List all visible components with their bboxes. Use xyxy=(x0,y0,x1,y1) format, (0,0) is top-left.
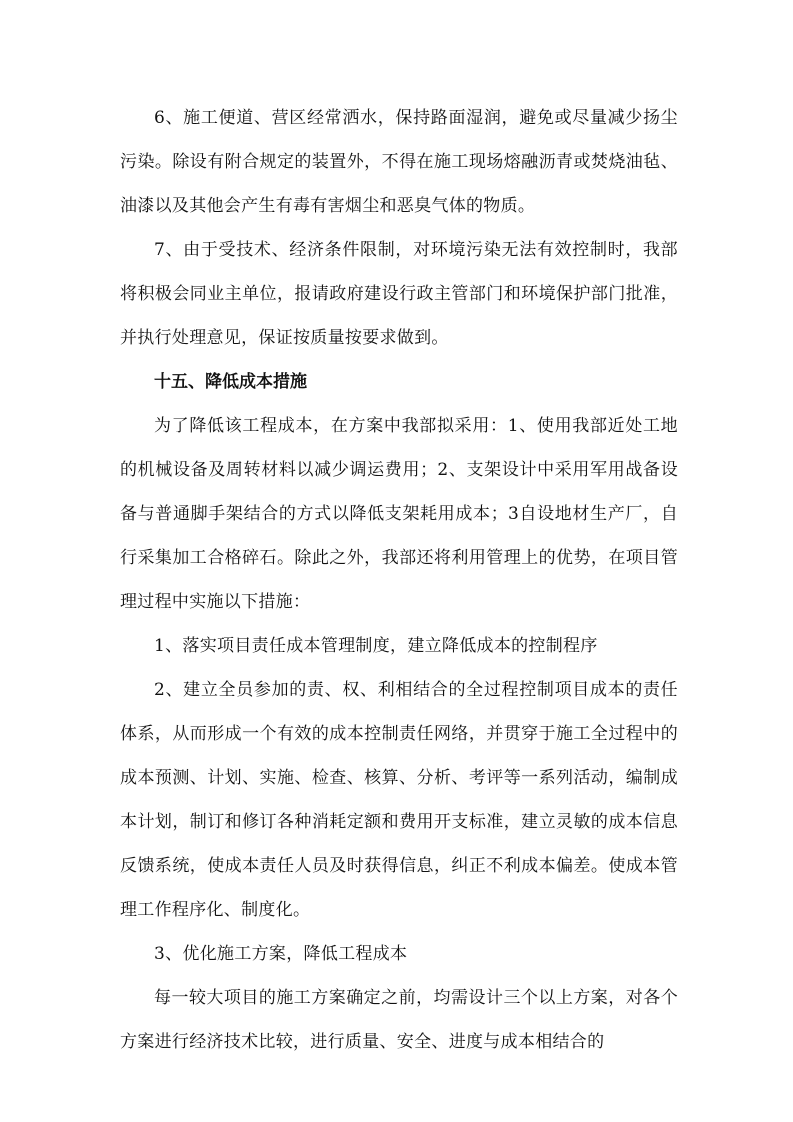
paragraph-plan-comparison: 每一较大项目的施工方案确定之前，均需设计三个以上方案，对各个方案进行经济技术比较，进行质量、安全、进度与成本相结合的 xyxy=(120,988,678,1052)
paragraph-dust-control: 6、施工便道、营区经常洒水，保持路面湿润，避免或尽量减少扬尘污染。除设有附合规定的装置外，不得在施工现场熔融沥青或焚烧油毡、油漆以及其他会产生有毒有害烟尘和恶臭气体的物质。 xyxy=(120,108,678,216)
section-heading: 十五、降低成本措施 xyxy=(154,372,307,392)
paragraph-cost-intro: 为了降低该工程成本，在方案中我部拟采用：1、使用我部近处工地的机械设备及周转材料以减少调运费用；2、支架设计中采用军用战备设备与普通脚手架结合的方式以降低支架耗用成本；3自设地材生产厂，自行采集加工合格碎石。除此之外，我部还将利用管理上的优势，在项目管理过程中实施以下措施： xyxy=(120,416,678,612)
document-page xyxy=(120,96,678,1064)
paragraph-item-2: 2、建立全员参加的责、权、利相结合的全过程控制项目成本的责任体系，从而形成一个有效的成本控制责任网络，并贯穿于施工全过程中的成本预测、计划、实施、检查、核算、分析、考评等一系列活动，编制成本计划，制订和修订各种消耗定额和费用开支标准，建立灵敏的成本信息反馈系统，使成本责任人员及时获得信息，纠正不利成本偏差。使成本管理工作程序化、制度化。 xyxy=(120,680,678,920)
paragraph-item-3: 3、优化施工方案，降低工程成本 xyxy=(154,944,408,964)
paragraph-item-1: 1、落实项目责任成本管理制度，建立降低成本的控制程序 xyxy=(154,636,598,656)
paragraph-pollution-control: 7、由于受技术、经济条件限制，对环境污染无法有效控制时，我部将积极会同业主单位，报请政府建设行政主管部门和环境保护部门批准，并执行处理意见，保证按质量按要求做到。 xyxy=(120,240,678,348)
